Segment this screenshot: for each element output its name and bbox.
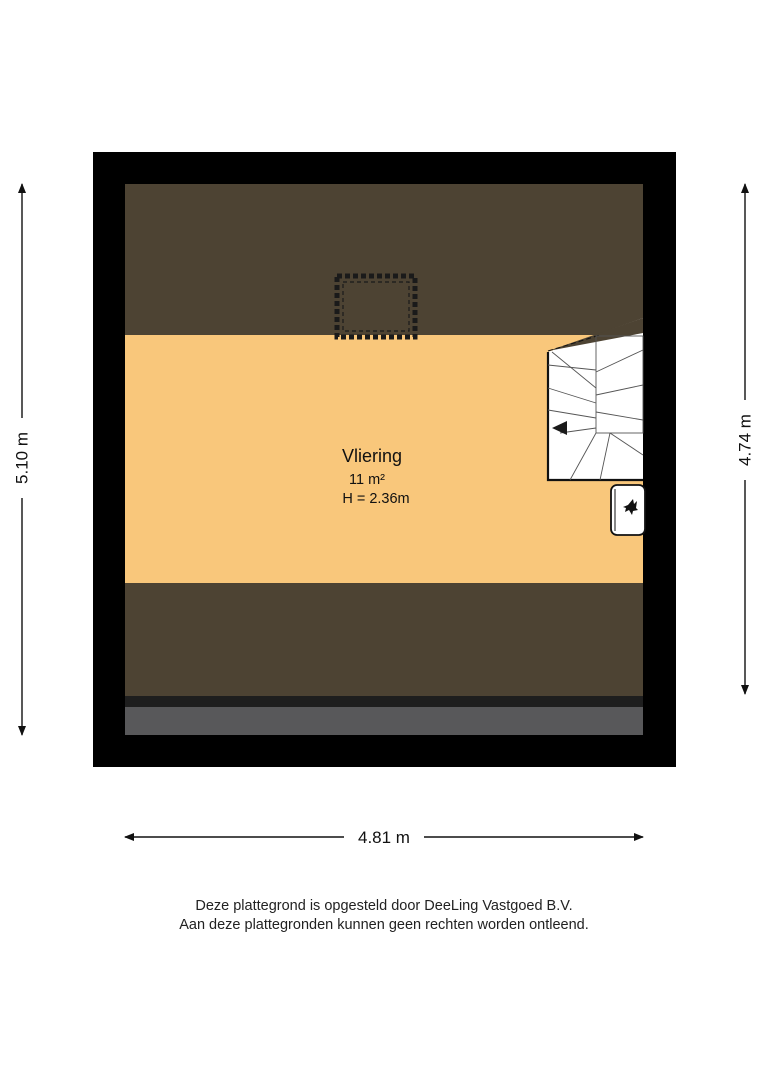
dimension-left: 5.10 m: [12, 432, 32, 484]
room-name: Vliering: [341, 446, 403, 466]
disclaimer-line-1: Deze plattegrond is opgesteld door DeeLing Vastgoed B.V.: [195, 898, 573, 914]
room-height: H = 2.36m: [342, 491, 410, 507]
disclaimer-line-2: Aan deze plattegronden kunnen geen rechten worden ontleend.: [179, 917, 589, 933]
low-ceiling-zone-bottom: [125, 583, 643, 696]
boiler: [611, 485, 645, 535]
dimension-right: 4.74 m: [735, 414, 755, 466]
floor-strip: [125, 707, 643, 735]
disclaimer: [0, 897, 768, 935]
room-area: 11 m²: [349, 472, 385, 488]
dimension-bottom: 4.81 m: [358, 828, 410, 847]
wall-ledge: [125, 696, 643, 707]
low-ceiling-zone-top: [125, 184, 643, 335]
